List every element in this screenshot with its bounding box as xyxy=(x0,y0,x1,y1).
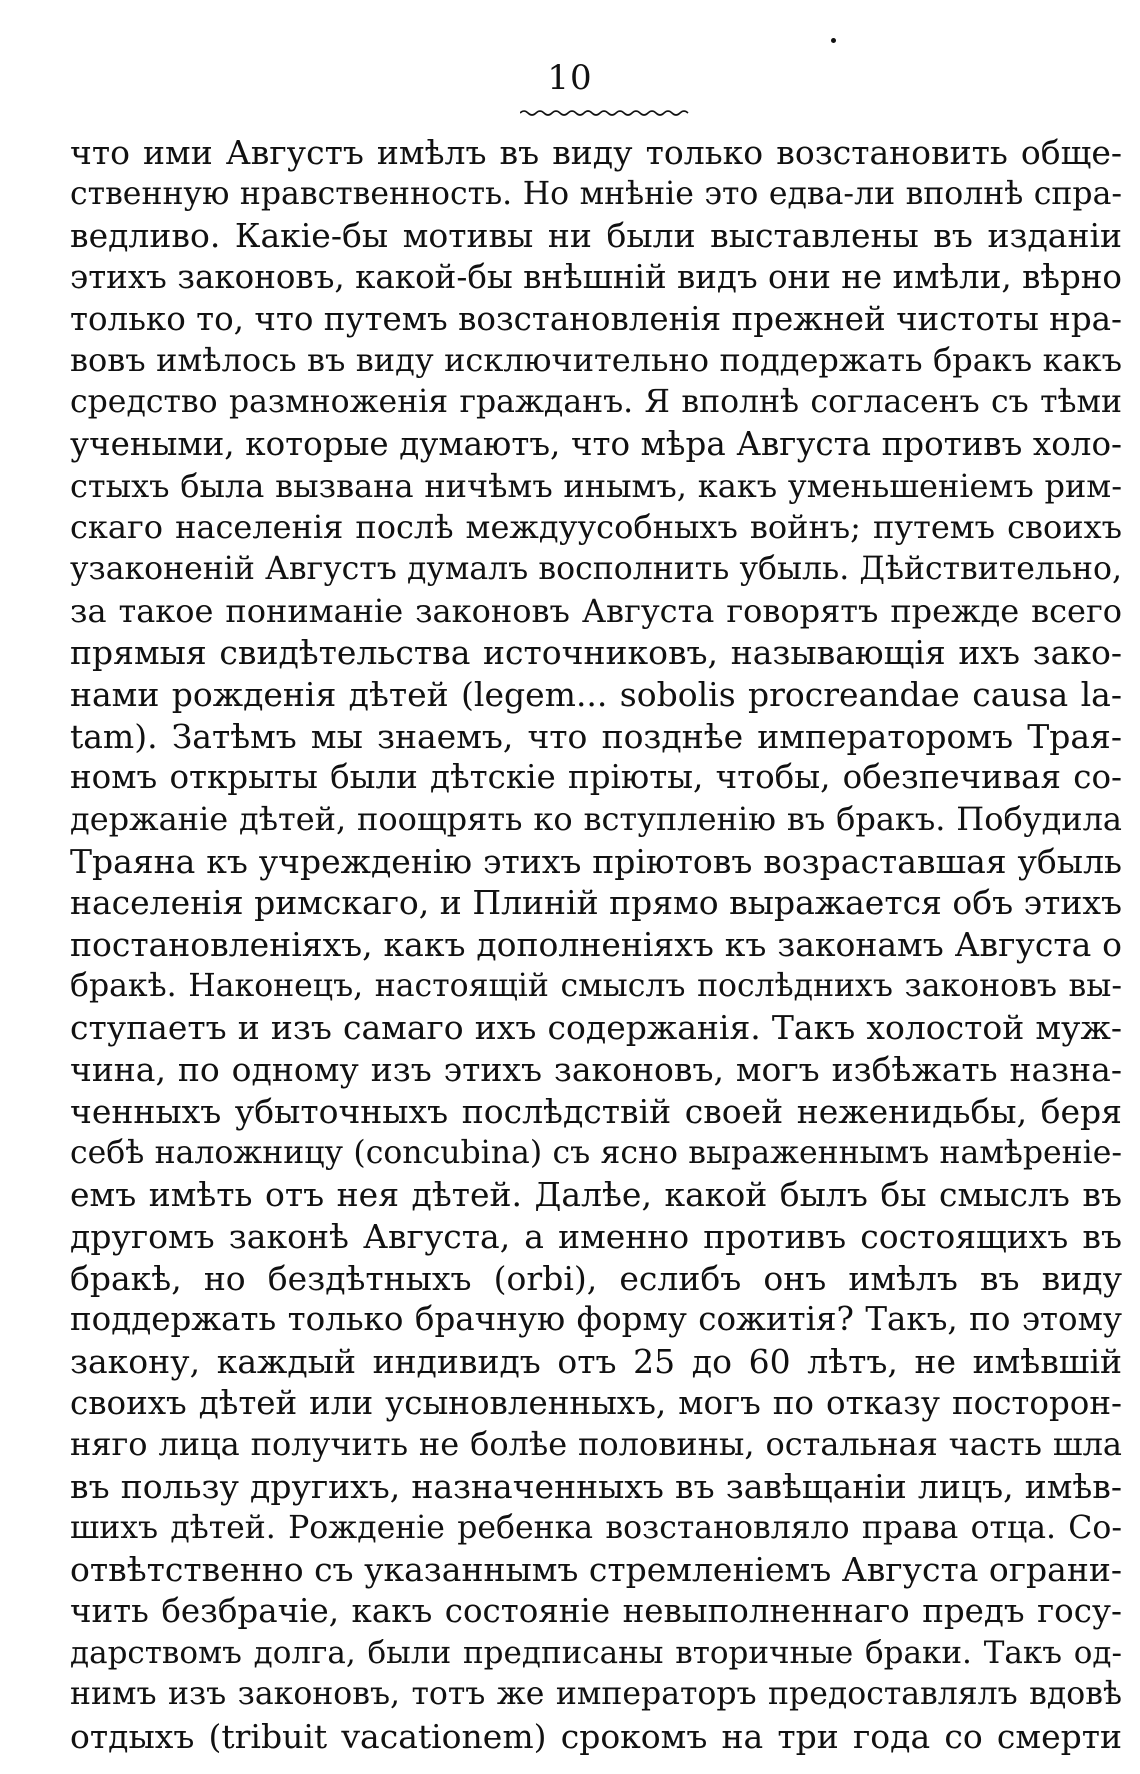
text-line: номъ открыты были дѣтскіе пріюты, чтобы, обезпечивая со- xyxy=(70,758,1122,797)
text-line: поддержать только брачную форму сожитія? Такъ, по этому xyxy=(70,1300,1122,1339)
text-line: учеными, которые думаютъ, что мѣра Августа противъ холо- xyxy=(70,424,1122,463)
text-line: стыхъ была вызвана ничѣмъ инымъ, какъ уменьшеніемъ рим- xyxy=(70,466,1122,505)
text-line: чить безбрачіе, какъ состояніе невыполненнаго предъ госу- xyxy=(70,1592,1122,1631)
text-line: ведливо. Какіе-бы мотивы ни были выставлены въ изданіи xyxy=(70,216,1122,256)
text-line: только то, что путемъ возстановленія прежней чистоты нра- xyxy=(70,299,1122,338)
text-line: шихъ дѣтей. Рожденіе ребенка возстановляло права отца. Со- xyxy=(70,1509,1122,1546)
text-line: ступаетъ и изъ самаго ихъ содержанія. Такъ холостой муж- xyxy=(70,1008,1122,1048)
text-line: за такое пониманіе законовъ Августа говорятъ прежде всего xyxy=(70,591,1122,630)
text-line: держаніе дѣтей, поощрять ко вступленію въ бракъ. Побудила xyxy=(70,800,1122,838)
text-line: нами рожденія дѣтей (legem... sobolis procreandae causa la- xyxy=(70,674,1122,714)
text-line: въ пользу другихъ, назначенныхъ въ завѣщаніи лицъ, имѣв- xyxy=(70,1467,1122,1506)
text-line: няго лица получить не болѣе половины, остальная часть шла xyxy=(70,1425,1122,1464)
decorative-wavy-rule xyxy=(520,108,690,118)
text-line: бракѣ, но бездѣтныхъ (orbi), еслибъ онъ имѣлъ въ виду xyxy=(70,1258,1122,1298)
text-line: постановленіяхъ, какъ дополненіяхъ къ законамъ Августа о xyxy=(70,925,1122,965)
text-line: дарствомъ долга, были предписаны вторичные браки. Такъ од- xyxy=(70,1634,1122,1671)
text-line: что ими Августъ имѣлъ въ виду только возстановить обще- xyxy=(70,133,1122,172)
text-line: бракѣ. Наконецъ, настоящій смыслъ послѣднихъ законовъ вы- xyxy=(70,967,1122,1004)
body-text xyxy=(70,132,1122,1758)
text-line: ченныхъ убыточныхъ послѣдствій своей неженидьбы, беря xyxy=(70,1091,1122,1131)
text-line: вовъ имѣлось въ виду исключительно поддержать бракъ какъ xyxy=(70,341,1122,380)
text-line: Траяна къ учрежденію этихъ пріютовъ возраставшая убыль xyxy=(70,841,1122,881)
text-line: нимъ изъ законовъ, тотъ же императоръ предоставлялъ вдовѣ xyxy=(70,1676,1122,1713)
page-number: 10 xyxy=(547,58,593,98)
ink-speck xyxy=(831,38,836,43)
text-line: отдыхъ (tribuit vacationem) срокомъ на три года со смерти xyxy=(70,1717,1122,1757)
text-line: другомъ законѣ Августа, а именно противъ состоящихъ въ xyxy=(70,1216,1122,1256)
text-line: этихъ законовъ, какой-бы внѣшній видъ они не имѣли, вѣрно xyxy=(70,258,1122,297)
text-line: отвѣтственно съ указаннымъ стремленіемъ Августа ограни- xyxy=(70,1550,1122,1590)
text-line: своихъ дѣтей или усыновленныхъ, могъ по отказу посторон- xyxy=(70,1383,1122,1422)
text-line: себѣ наложницу (concubina) съ ясно выраженнымъ намѣреніе- xyxy=(70,1134,1122,1171)
text-line: tam). Затѣмъ мы знаемъ, что позднѣе императоромъ Трая- xyxy=(70,716,1122,756)
text-line: чина, по одному изъ этихъ законовъ, могъ избѣжать назна- xyxy=(70,1050,1122,1090)
text-line: населенія римскаго, и Плиній прямо выражается объ этихъ xyxy=(70,883,1122,923)
text-line: прямыя свидѣтельства источниковъ, называющія ихъ зако- xyxy=(70,633,1122,673)
text-line: средство размноженія гражданъ. Я вполнѣ согласенъ съ тѣми xyxy=(70,384,1122,421)
text-line: ственную нравственность. Но мнѣніе это едва-ли вполнѣ спра- xyxy=(70,175,1122,212)
text-line: закону, каждый индивидъ отъ 25 до 60 лѣтъ, не имѣвшій xyxy=(70,1341,1122,1381)
text-line: емъ имѣть отъ нея дѣтей. Далѣе, какой былъ бы смыслъ въ xyxy=(70,1175,1122,1215)
text-line: скаго населенія послѣ междуусобныхъ войнъ; путемъ своихъ xyxy=(70,508,1122,547)
text-line: узаконеній Августъ думалъ восполнить убыль. Дѣйствительно, xyxy=(70,550,1122,587)
